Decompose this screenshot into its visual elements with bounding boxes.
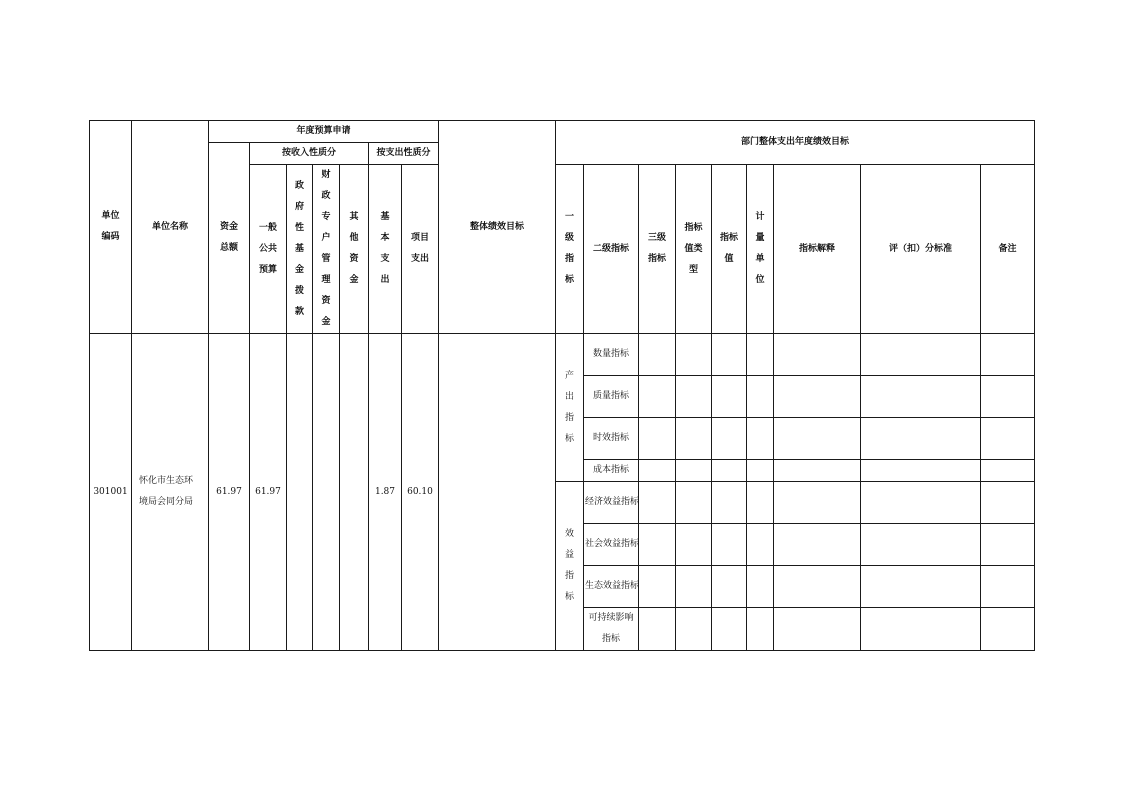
cell-scoring-standard <box>861 524 981 566</box>
header-level3-indicator: 三级指标 <box>639 165 676 334</box>
cell-measure-unit <box>747 460 774 482</box>
cell-indicator-value-type <box>676 482 712 524</box>
header-general-public-budget: 一般公共预算 <box>250 165 287 334</box>
cell-level2-indicator: 质量指标 <box>584 376 639 418</box>
cell-scoring-standard <box>861 566 981 608</box>
cell-scoring-standard <box>861 334 981 376</box>
cell-level3-indicator <box>639 376 676 418</box>
header-measure-unit: 计量单位 <box>747 165 774 334</box>
cell-remarks <box>981 334 1035 376</box>
cell-scoring-standard <box>861 418 981 460</box>
cell-indicator-value <box>712 482 747 524</box>
cell-measure-unit <box>747 482 774 524</box>
header-unit-code: 单位编码 <box>90 121 132 334</box>
cell-scoring-standard <box>861 376 981 418</box>
cell-basic-expenditure: 1.87 <box>369 334 402 651</box>
header-scoring-standard: 评（扣）分标准 <box>861 165 981 334</box>
header-project-expenditure: 项目支出 <box>402 165 439 334</box>
cell-measure-unit <box>747 566 774 608</box>
cell-level2-indicator: 经济效益指标 <box>584 482 639 524</box>
cell-fiscal-special-account-funds <box>313 334 340 651</box>
cell-indicator-value-type <box>676 418 712 460</box>
cell-indicator-explanation <box>774 608 861 651</box>
cell-overall-performance-goal <box>439 334 556 651</box>
cell-level3-indicator <box>639 460 676 482</box>
cell-measure-unit <box>747 334 774 376</box>
header-dept-performance-goal: 部门整体支出年度绩效目标 <box>556 121 1035 165</box>
cell-unit-code: 301001 <box>90 334 132 651</box>
header-indicator-explanation: 指标解释 <box>774 165 861 334</box>
cell-remarks <box>981 418 1035 460</box>
cell-level3-indicator <box>639 608 676 651</box>
cell-remarks <box>981 376 1035 418</box>
cell-indicator-value-type <box>676 608 712 651</box>
cell-level3-indicator <box>639 566 676 608</box>
cell-general-public-budget: 61.97 <box>250 334 287 651</box>
header-overall-performance-goal: 整体绩效目标 <box>439 121 556 334</box>
cell-indicator-value-type <box>676 566 712 608</box>
cell-level3-indicator <box>639 418 676 460</box>
header-basic-expenditure: 基本支出 <box>369 165 402 334</box>
cell-indicator-value <box>712 460 747 482</box>
cell-measure-unit <box>747 376 774 418</box>
cell-project-expenditure: 60.10 <box>402 334 439 651</box>
cell-indicator-value-type <box>676 524 712 566</box>
cell-government-fund-allocation <box>287 334 313 651</box>
cell-indicator-explanation <box>774 376 861 418</box>
cell-scoring-standard <box>861 460 981 482</box>
cell-indicator-explanation <box>774 334 861 376</box>
cell-measure-unit <box>747 524 774 566</box>
header-remarks: 备注 <box>981 165 1035 334</box>
cell-level3-indicator <box>639 334 676 376</box>
cell-scoring-standard <box>861 482 981 524</box>
cell-level2-indicator: 数量指标 <box>584 334 639 376</box>
cell-measure-unit <box>747 608 774 651</box>
header-total-funds: 资金总额 <box>209 143 250 334</box>
cell-indicator-value-type <box>676 376 712 418</box>
cell-benefit-indicator-group: 效益指标 <box>556 482 584 651</box>
cell-level3-indicator <box>639 524 676 566</box>
cell-indicator-value-type <box>676 334 712 376</box>
cell-indicator-explanation <box>774 418 861 460</box>
cell-other-funds <box>340 334 369 651</box>
cell-indicator-value <box>712 524 747 566</box>
cell-remarks <box>981 608 1035 651</box>
cell-level2-indicator: 成本指标 <box>584 460 639 482</box>
header-by-income-nature: 按收入性质分 <box>250 143 369 165</box>
cell-level2-indicator: 社会效益指标 <box>584 524 639 566</box>
cell-level2-indicator: 生态效益指标 <box>584 566 639 608</box>
header-government-fund-allocation: 政府性基金拨款 <box>287 165 313 334</box>
cell-indicator-explanation <box>774 524 861 566</box>
header-fiscal-special-account-funds: 财政专户管理资金 <box>313 165 340 334</box>
cell-indicator-value <box>712 334 747 376</box>
cell-unit-name: 怀化市生态环境局会同分局 <box>132 334 209 651</box>
cell-level3-indicator <box>639 482 676 524</box>
cell-measure-unit <box>747 418 774 460</box>
cell-indicator-explanation <box>774 566 861 608</box>
cell-indicator-explanation <box>774 482 861 524</box>
cell-indicator-value <box>712 566 747 608</box>
cell-indicator-value <box>712 418 747 460</box>
header-annual-budget-application: 年度预算申请 <box>209 121 439 143</box>
cell-total-funds: 61.97 <box>209 334 250 651</box>
cell-indicator-value <box>712 376 747 418</box>
cell-remarks <box>981 482 1035 524</box>
header-unit-name: 单位名称 <box>132 121 209 334</box>
header-indicator-value: 指标值 <box>712 165 747 334</box>
header-other-funds: 其他资金 <box>340 165 369 334</box>
cell-remarks <box>981 460 1035 482</box>
cell-remarks <box>981 524 1035 566</box>
cell-output-indicator-group: 产出指标 <box>556 334 584 482</box>
header-by-expenditure-nature: 按支出性质分 <box>369 143 439 165</box>
cell-indicator-value-type <box>676 460 712 482</box>
cell-level2-indicator: 可持续影响指标 <box>584 608 639 651</box>
cell-level2-indicator: 时效指标 <box>584 418 639 460</box>
cell-remarks <box>981 566 1035 608</box>
cell-indicator-value <box>712 608 747 651</box>
cell-indicator-explanation <box>774 460 861 482</box>
header-level2-indicator: 二级指标 <box>584 165 639 334</box>
budget-performance-table <box>89 120 1035 651</box>
header-indicator-value-type: 指标值类型 <box>676 165 712 334</box>
header-level1-indicator: 一级指标 <box>556 165 584 334</box>
cell-scoring-standard <box>861 608 981 651</box>
